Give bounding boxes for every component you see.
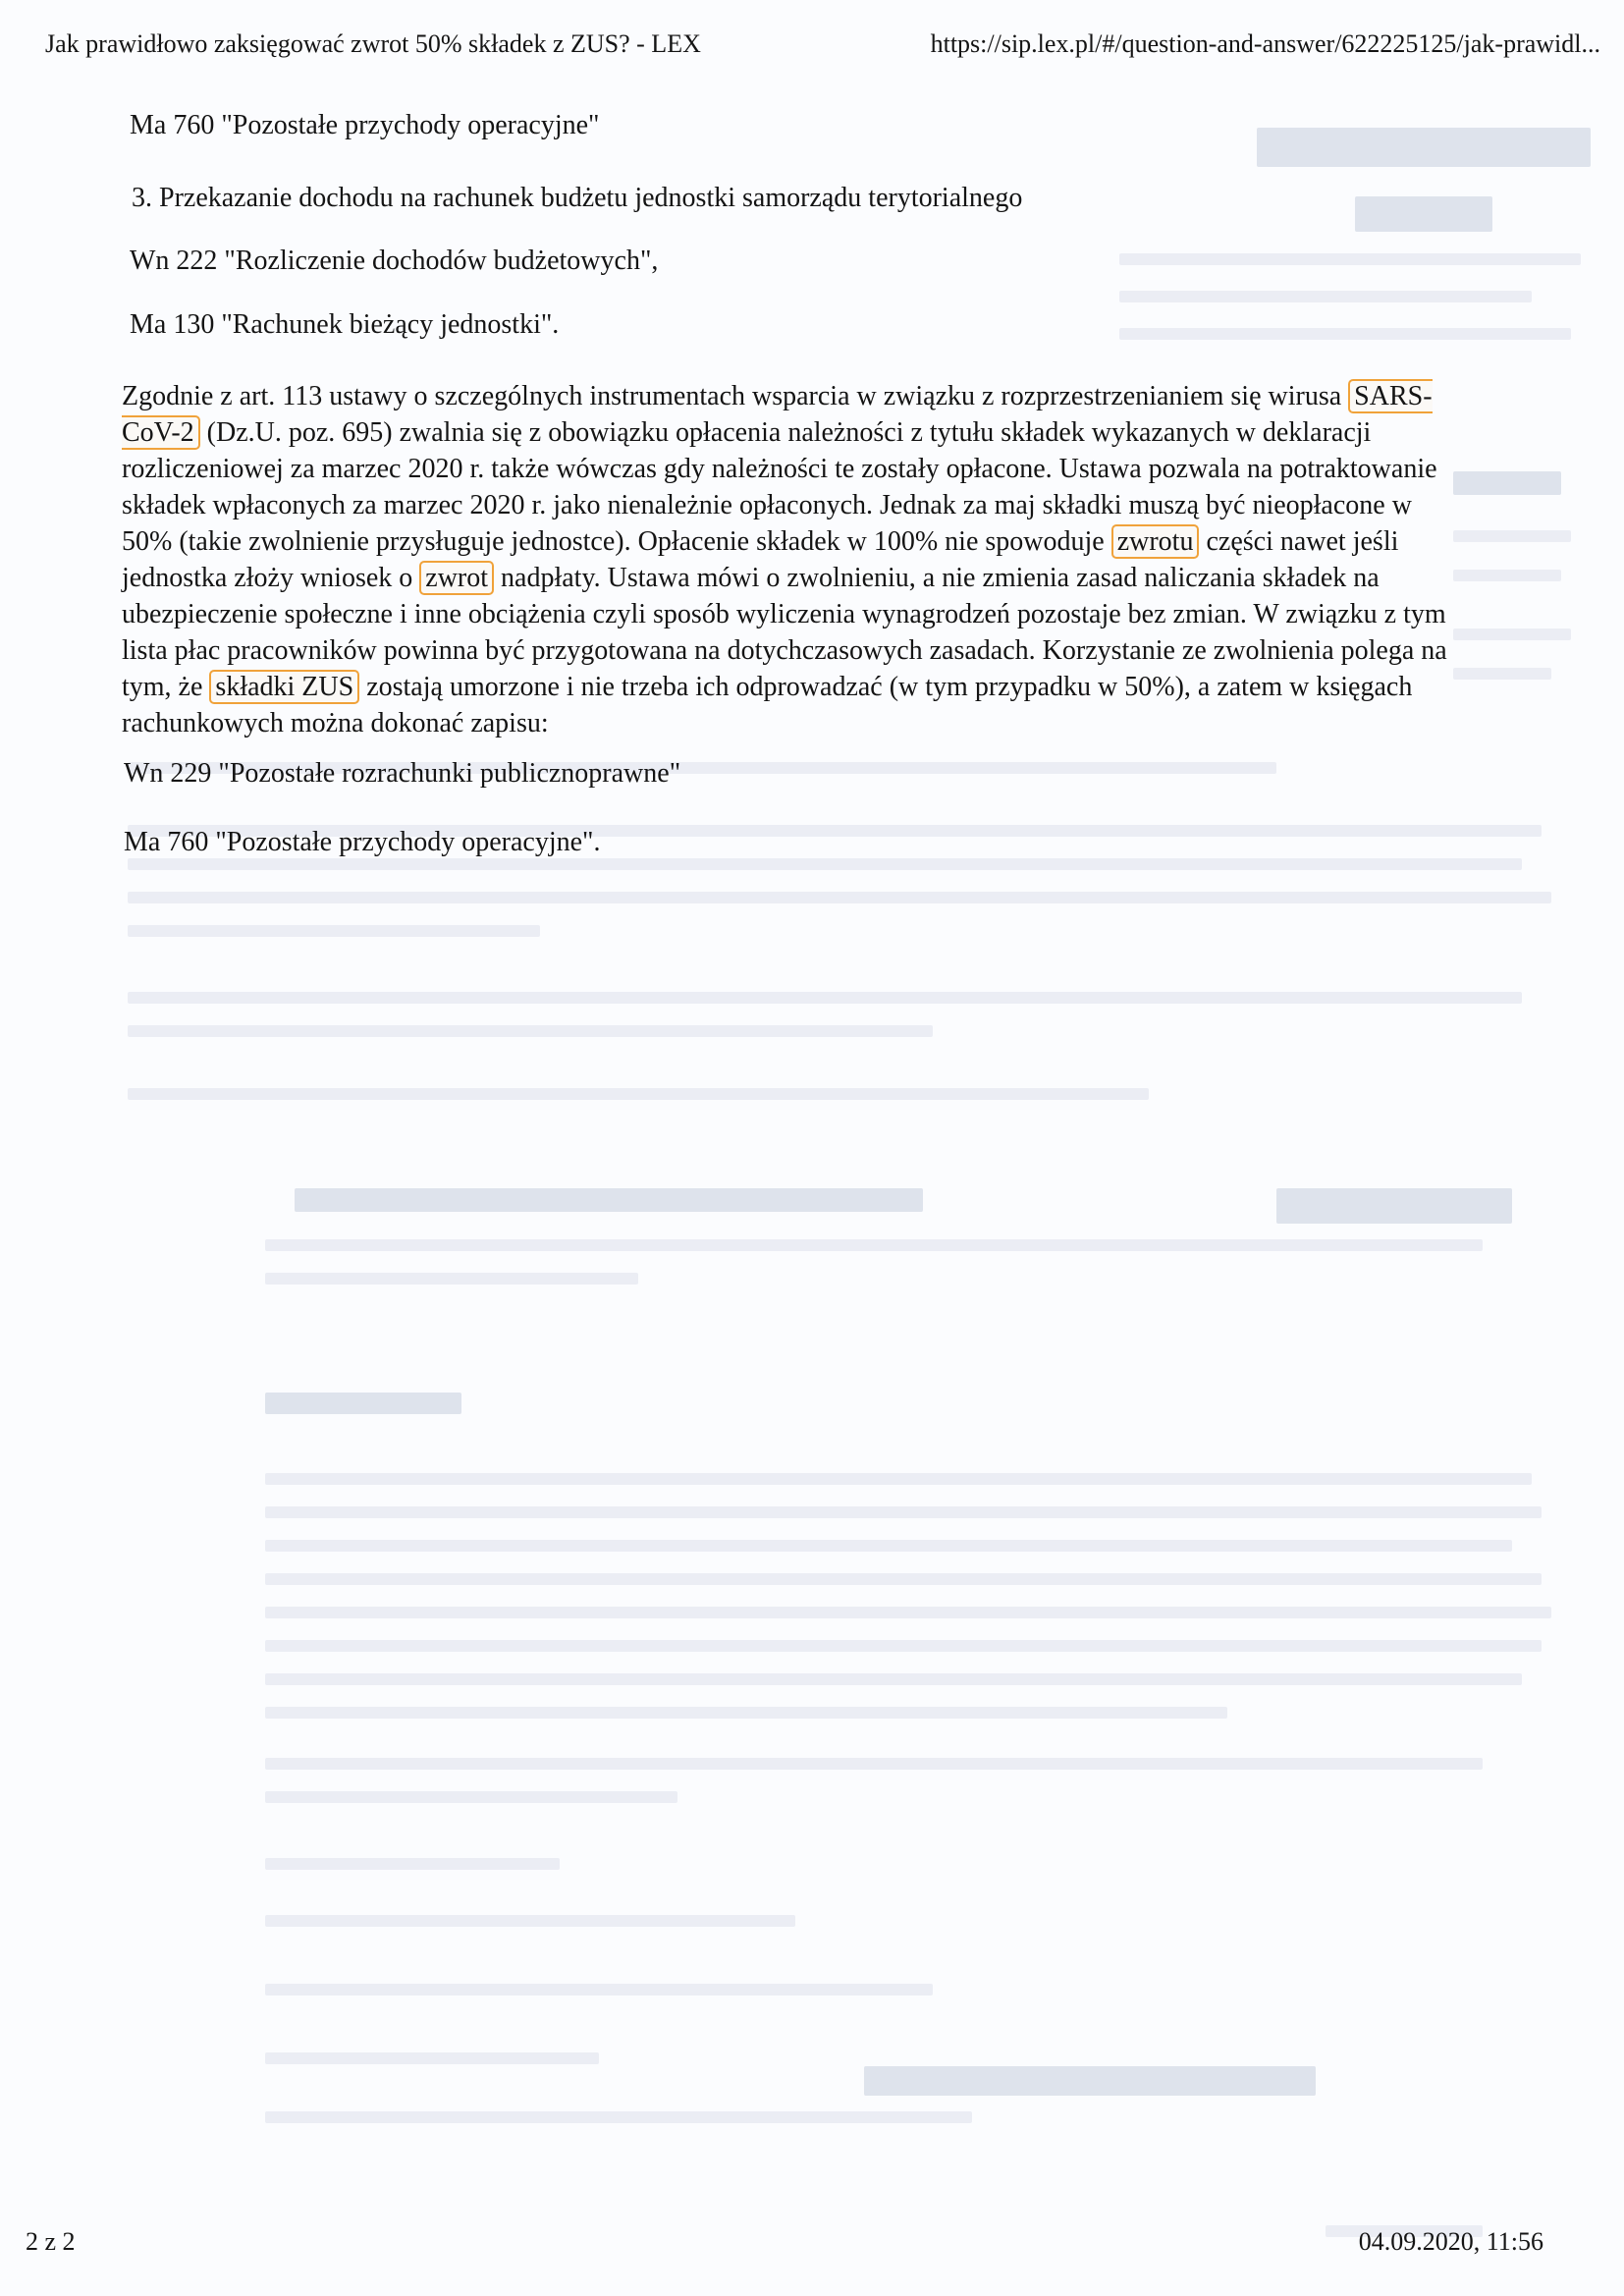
page-number: 2 z 2: [26, 2227, 76, 2256]
paragraph-text-2: (Dz.U. poz. 695) zwalnia się z obowiązku opłacenia należności z tytułu składek wykazanych w deklaracji rozliczeniowej za marzec 2020 r. także wówczas gdy należności te zostały opłacone. Ustawa pozwala na potraktowanie składek wpłaconych za marzec 2020 r. jako nienależnie opłaconych. Jednak za maj składki muszą być nieopłacone w 50% (takie zwolnienie przysługuje jednostce). Opłacenie składek w 100% nie spowoduje: [122, 417, 1437, 557]
highlight-zwrotu[interactable]: zwrotu: [1111, 524, 1200, 559]
paragraph-text-5: zostają umorzone i nie trzeba ich odprowadzać (w tym przypadku w 50%), a zatem w księgach rachunkowych można dokonać zapisu:: [122, 672, 1413, 738]
paragraph-text-1: Zgodnie z art. 113 ustawy o szczególnych instrumentach wsparcia w związku z rozprzestrzenianiem się wirusa: [122, 381, 1349, 411]
paragraph-text-3: części nawet jeśli jednostka złoży wniosek o: [122, 526, 1399, 593]
entry-wn229: Wn 229 "Pozostałe rozrachunki publicznoprawne": [124, 758, 681, 789]
entry-ma760-bottom: Ma 760 "Pozostałe przychody operacyjne".: [124, 827, 601, 857]
entry-wn222: Wn 222 "Rozliczenie dochodów budżetowych",: [130, 246, 659, 276]
main-paragraph: [122, 378, 1457, 741]
point-3-heading: 3. Przekazanie dochodu na rachunek budżetu jednostki samorządu terytorialnego: [132, 183, 1023, 213]
highlight-zwrot[interactable]: zwrot: [419, 561, 494, 595]
print-datetime: 04.09.2020, 11:56: [1358, 2227, 1543, 2256]
highlight-skladki-zus[interactable]: składki ZUS: [209, 670, 359, 704]
paragraph-text-4: nadpłaty. Ustawa mówi o zwolnieniu, a nie zmienia zasad naliczania składek na ubezpieczenie społeczne i inne obciążenia czyli sposób wyliczenia wynagrodzeń pozostaje bez zmian. W związku z tym lista płac pracowników powinna być przygotowana na dotychczasowych zasadach. Korzystanie ze zwolnienia polega na tym, że: [122, 563, 1447, 702]
entry-ma760-top: Ma 760 "Pozostałe przychody operacyjne": [130, 110, 600, 140]
entry-ma130: Ma 130 "Rachunek bieżący jednostki".: [130, 309, 560, 340]
page-url-header: https://sip.lex.pl/#/question-and-answer/622225125/jak-prawidl...: [930, 29, 1600, 58]
highlight-sars-cov-2[interactable]: SARS-CoV-2: [122, 381, 1433, 448]
page-title-header: Jak prawidłowo zaksięgować zwrot 50% składek z ZUS? - LEX: [45, 29, 701, 58]
